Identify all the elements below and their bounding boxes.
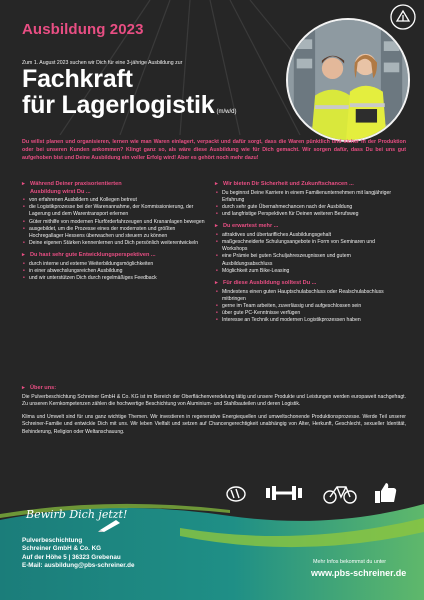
list-item: • Mindestens einen guten Hauptschulabschluss oder Realschulabschluss mitbringen [215,289,400,303]
lead-paragraph: Du willst planen und organisieren, lernen wie man Waren einlagert, verpackt und dafür sorgt, dass die Waren pünktlich und sicher in der Produktion oder bei unseren Kunden ankommen? Klingt ganz so, als wäre diese Ausbildung wie für Dich gemacht. Wir sorgen dafür, dass Du bei uns gut aufgehoben bist und Deine Ausbildung ein voller Erfolg wird! Aber es gehört noch mehr dazu! [22,139,406,161]
right-column-section-1 [215,223,400,275]
apply-now-slogan: Bewirb Dich jetzt! [26,508,128,521]
title-line-1: Fachkraft [22,65,133,93]
bullet-list [22,261,207,283]
about-paragraph-2: Klima und Umwelt sind für uns ganz wichtige Themen. Wir investieren in regenerative Energiequellen und umweltschonende Produktionsprozesse. Werde Teil unserer Schreiner-Familie und entwickle Dich mit uns. Wir leben Vielfalt und setzen auf Chancengerechtigkeit unabhängig von Alter, Herkunft, Geschlecht, sexueller Identität, Behinderung, Religion oder Weltanschauung. [22,414,406,435]
title-suffix: (m/w/d) [216,109,237,115]
list-item: • in einer abwechslungsreichen Ausbildung [22,268,207,275]
right-column [215,181,400,330]
list-item: • attraktives und übertarifliches Ausbildungsgehalt [215,232,400,239]
right-column-section-2 [215,280,400,325]
title-line-2-text: für Lagerlogistik [22,91,215,119]
list-item: • und langfristige Perspektiven für Deinen weiteren Berufsweg [215,211,400,218]
company-logo-icon [390,4,416,30]
icon-row [170,478,410,508]
list-item: • Deine eigenen Stärken kennenlernen und Dich persönlich weiterentwickeln [22,240,207,247]
pencil-icon [98,518,122,532]
list-item: • ausgebildet, um die Prozesse eines der modernsten und größten Hochregallager Hessens überwachen und steuern zu können [22,226,207,240]
section-title: ▸ Du hast sehr gute Entwicklungsperspektiven ... [22,252,207,260]
list-item: • Interesse an Technik und modernen Logistikprozessen haben [215,317,400,324]
dumbbell-icon [266,486,302,500]
bullet-list [215,232,400,275]
list-item: • Du beginnst Deine Karriere in einem Familienunternehmen mit langjähriger Erfahrung [215,190,400,204]
company-email[interactable]: E-Mail: ausbildung@pbs-schreiner.de [22,562,135,570]
list-item: • eine Prämie bei guten Schuljahreszeugnissen und gutem Ausbildungsabschluss [215,253,400,267]
title-line-2 [22,93,236,125]
list-item: • über gute PC-Kenntnisse verfügen [215,310,400,317]
section-title: ▸ Während Deiner praxisorientierten [22,181,207,189]
section-title: ▸ Wir bieten Dir Sicherheit und Zukunftschancen ... [215,181,400,189]
bicycle-icon [324,487,356,503]
company-name-line-2: Schreiner GmbH & Co. KG [22,545,102,553]
bread-icon [227,487,245,501]
left-column [22,181,207,288]
list-item: • maßgeschneiderte Schulungsangebote in Form von Seminaren und Workshops [215,239,400,253]
section-subtitle: Ausbildung wirst Du ... [30,188,91,195]
list-item: • durch sehr gute Übernahmechancen nach der Ausbildung [215,204,400,211]
photo-illustration [288,20,408,140]
list-item: • von erfahrenen Ausbildern und Kollegen betreut [22,197,207,204]
bullet-list [22,197,207,247]
right-column-section-0 [215,181,400,218]
list-item: • durch interne und externe Weiterbildungsmöglichkeiten [22,261,207,268]
list-item: • Güter mithilfe von modernen Flurförderfahrzeugen und Krananlagen bewegen [22,219,207,226]
company-contact [22,537,135,571]
trainees-photo [286,18,410,142]
bullet-list [215,190,400,219]
company-name-line-1: Pulverbeschichtung [22,537,83,544]
section-title: ▸ Für diese Ausbildung solltest Du ... [215,280,400,288]
list-item: • Möglichkeit zum Bike-Leasing [215,268,400,275]
thumbs-up-icon [375,483,396,503]
year-heading: Ausbildung 2023 [22,21,144,38]
list-item: • die Logistikprozesse bei der Warenannahme, der Kommissionierung, der Lagerung und dem Warentransport erlernen [22,204,207,218]
section-title: ▸ Du erwartest mehr ... [215,223,400,231]
intro-text: Zum 1. August 2023 suchen wir Dich für eine 3-jährige Ausbildung zur [22,60,183,66]
list-item: • und wir unterstützen Dich durch regelmäßiges Feedback [22,275,207,282]
left-column-section-0 [22,181,207,247]
left-column-section-1 [22,252,207,282]
bullet-list [215,289,400,325]
list-item: • gerne im Team arbeiten, zuverlässig und aufgeschlossen sein [215,303,400,310]
about-title: ▸ Über uns: [22,385,406,393]
website-link[interactable]: www.pbs-schreiner.de [311,568,407,578]
about-section [22,385,406,436]
more-info-label: Mehr Infos bekommst du unter [313,559,387,565]
company-address: Auf der Höhe 5 | 36323 Grebenau [22,553,121,561]
about-paragraph-1: Die Pulverbeschichtung Schreiner GmbH & Co. KG ist im Bereich der Oberflächenveredelung tätig und unsere Produkte und Leistungen werden europaweit nachgefragt. Zu unseren Kernkompetenzen zählen die hochwertige Beschichtung von Aluminium- und Stahlbauteilen und deren Logistik. [22,393,406,407]
